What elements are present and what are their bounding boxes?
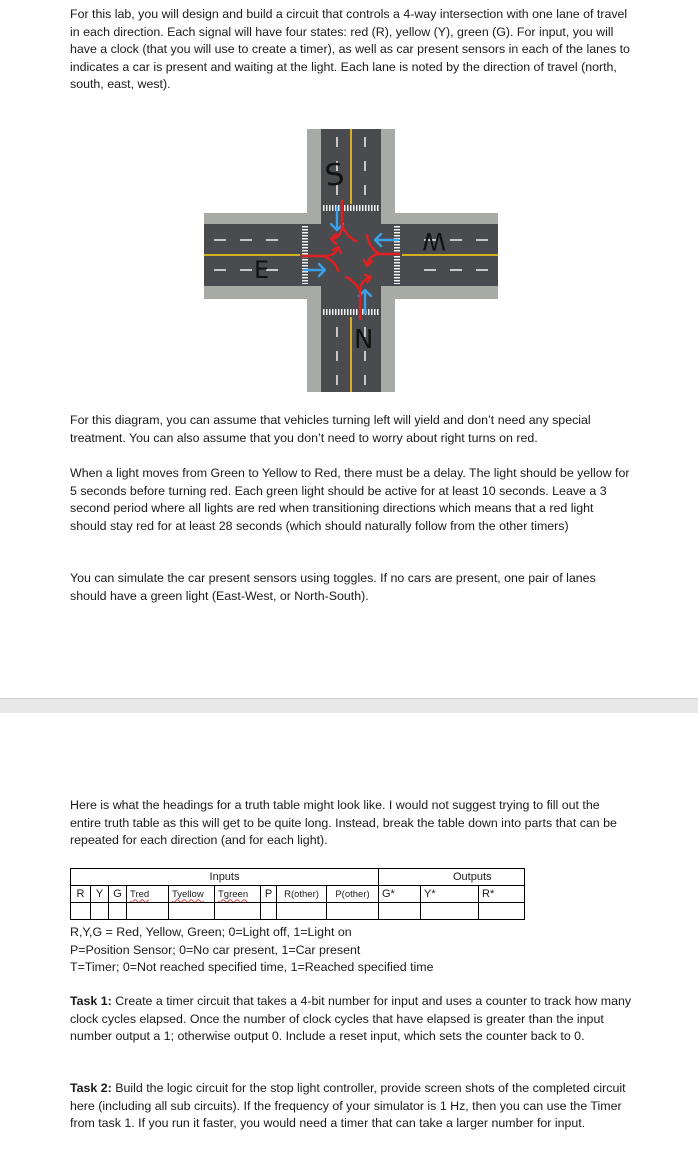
col-g-star: G*	[379, 886, 421, 903]
col-r-other: R(other)	[277, 886, 327, 903]
col-y: Y	[91, 886, 109, 903]
intersection-diagram	[204, 129, 498, 392]
col-p: P	[261, 886, 277, 903]
label-east: E	[254, 256, 270, 284]
legend-line-rgy: R,Y,G = Red, Yellow, Green; 0=Light off, 1=Light on	[70, 925, 352, 939]
label-south: S	[322, 156, 347, 195]
outputs-header: Outputs	[421, 869, 525, 886]
col-y-star: Y*	[421, 886, 479, 903]
legend	[70, 924, 434, 977]
intro-paragraph: For this lab, you will design and build a circuit that controls a 4-way intersection with one lane of travel in each direction. Each signal will have four states: red (R), yellow (Y), green (G). For input, you will have a clock (that you will use to create a timer), as well as car present sensors in each of the lanes to indicates a car is present and waiting at the light. Each lane is noted by the direction of travel (north, south, east, west).	[70, 7, 630, 92]
col-tgreen: Tgreen	[218, 888, 249, 900]
task2-label: Task 2:	[70, 1081, 112, 1095]
col-tred: Tred	[130, 888, 150, 900]
truth-table-headings	[70, 868, 525, 920]
col-p-other: P(other)	[327, 886, 379, 903]
assumptions-paragraph: For this diagram, you can assume that vehicles turning left will yield and don’t need any special treatment. You can also assume that you don’t need to worry about right turns on red.	[70, 413, 591, 445]
label-west: W	[422, 227, 446, 255]
sensors-paragraph: You can simulate the car present sensors using toggles. If no cars are present, one pair of lanes should have a green light (East-West, or North-South).	[70, 571, 596, 603]
legend-line-p: P=Position Sensor; 0=No car present, 1=Car present	[70, 942, 361, 957]
task2-text: Build the logic circuit for the stop light controller, provide screen shots of the completed circuit here (including all sub circuits). If the frequency of your simulator is 1 Hz, then you can use the Timer from task 1. If you run it faster, you would need a timer that can take a larger number for input.	[70, 1081, 626, 1131]
page-separator	[0, 698, 698, 714]
label-north: N	[354, 325, 374, 355]
task1-label: Task 1:	[70, 994, 112, 1008]
empty-row	[71, 903, 525, 920]
col-g: G	[109, 886, 127, 903]
task2-paragraph	[70, 1080, 632, 1133]
task1-text: Create a timer circuit that takes a 4-bit number for input and uses a counter to track how many clock cycles elapsed. Once the number of clock cycles that have elapsed is greater than the input number output a 1; otherwise output 0. Include a reset input, which sets the counter back to 0.	[70, 994, 632, 1044]
col-r: R	[71, 886, 91, 903]
col-r-star: R*	[479, 886, 525, 903]
legend-line-t: T=Timer; 0=Not reached specified time, 1=Reached specified time	[70, 960, 434, 975]
col-tyellow: Tyellow	[172, 888, 204, 900]
inputs-header: Inputs	[71, 869, 379, 886]
task1-paragraph	[70, 993, 632, 1046]
timing-paragraph: When a light moves from Green to Yellow to Red, there must be a delay. The light should be yellow for 5 seconds before turning red. Each green light should be active for at least 10 seconds. Leave a 3 second period where all lights are red when transitioning directions which means that a red light should stay red for at least 28 seconds (which should naturally follow from the other timers)	[70, 466, 630, 533]
headings-intro-paragraph: Here is what the headings for a truth table might look like. I would not suggest trying to fill out the entire truth table as this will get to be quite long. Instead, break the table down into parts that can be repeated for each direction (and for each light).	[70, 798, 617, 848]
